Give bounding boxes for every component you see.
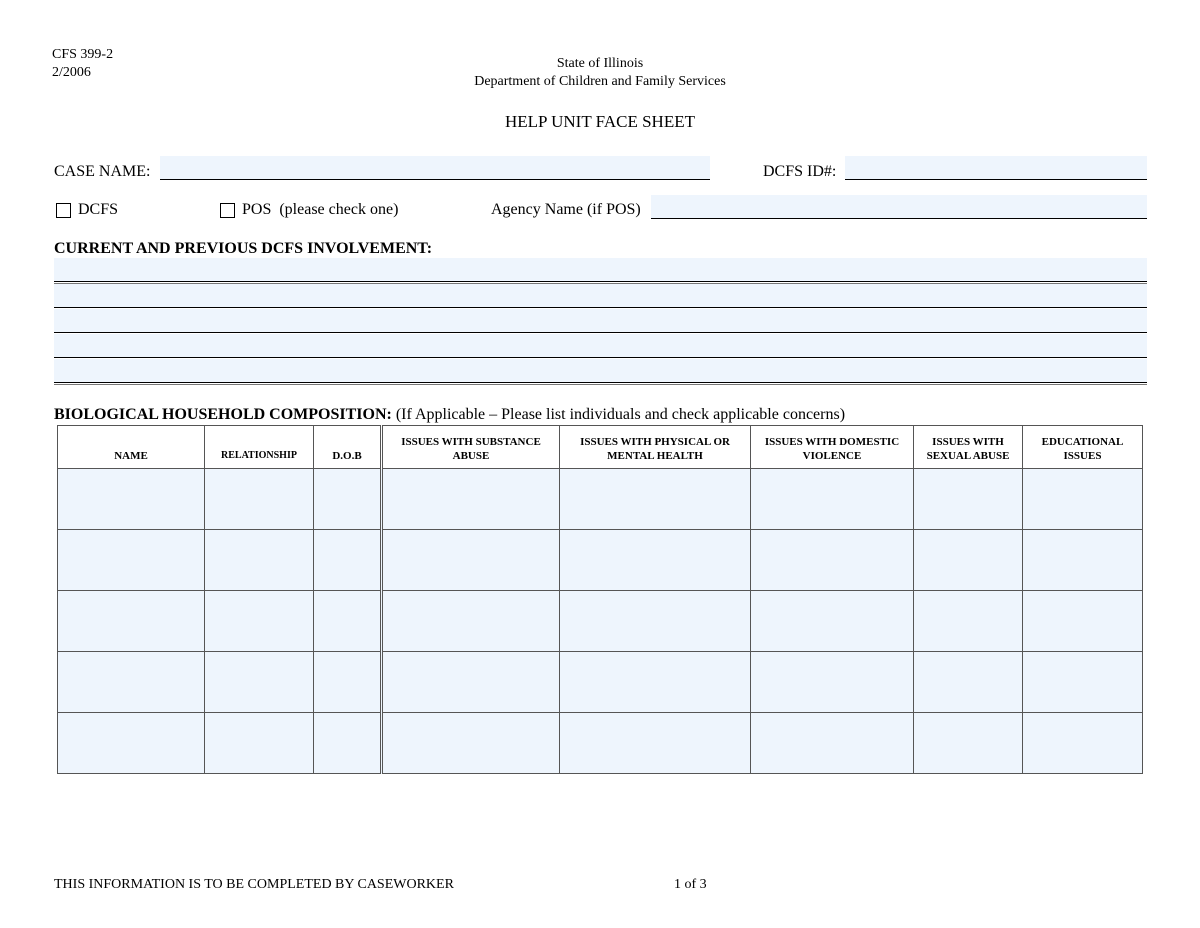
table-cell[interactable] — [314, 469, 382, 530]
agency-name-label: Agency Name (if POS) — [491, 201, 641, 218]
page-title: HELP UNIT FACE SHEET — [505, 112, 695, 131]
involvement-heading: CURRENT AND PREVIOUS DCFS INVOLVEMENT: — [54, 240, 433, 257]
table-cell[interactable] — [560, 469, 751, 530]
agency-name-input[interactable] — [651, 195, 1147, 218]
table-row — [58, 652, 1143, 713]
table-cell[interactable] — [58, 591, 205, 652]
table-cell[interactable] — [1023, 713, 1143, 774]
column-header-substance-abuse: ISSUES WITH SUBSTANCE ABUSE — [382, 426, 560, 469]
agency-name-field[interactable] — [651, 195, 1147, 219]
page-number: 1 of 3 — [674, 877, 707, 892]
table-cell[interactable] — [1023, 530, 1143, 591]
column-header-name: NAME — [58, 426, 205, 469]
table-cell[interactable] — [58, 530, 205, 591]
column-header-relationship: RELATIONSHIP — [205, 426, 314, 469]
table-cell[interactable] — [1023, 591, 1143, 652]
table-cell[interactable] — [914, 652, 1023, 713]
dcfs-id-field[interactable] — [845, 156, 1147, 180]
agency-heading — [0, 55, 1200, 91]
column-header-sexual-abuse: ISSUES WITH SEXUAL ABUSE — [914, 426, 1023, 469]
table-cell[interactable] — [205, 591, 314, 652]
involvement-line-2[interactable] — [54, 284, 1147, 308]
table-cell[interactable] — [560, 530, 751, 591]
form-date: 2/2006 — [52, 65, 91, 80]
table-cell[interactable] — [751, 530, 914, 591]
table-row — [58, 469, 1143, 530]
case-name-label: CASE NAME: — [54, 163, 151, 180]
case-name-input[interactable] — [160, 156, 710, 179]
pos-checkbox[interactable] — [220, 203, 235, 218]
household-table — [57, 425, 1143, 774]
case-name-field[interactable] — [160, 156, 710, 180]
dcfs-id-label: DCFS ID#: — [763, 163, 837, 180]
table-cell[interactable] — [382, 652, 560, 713]
table-cell[interactable] — [58, 652, 205, 713]
table-cell[interactable] — [1023, 469, 1143, 530]
table-cell[interactable] — [382, 591, 560, 652]
table-cell[interactable] — [382, 530, 560, 591]
table-cell[interactable] — [560, 652, 751, 713]
pos-option-label: POS (please check one) — [242, 201, 399, 218]
table-cell[interactable] — [382, 713, 560, 774]
column-header-physical-mental-health: ISSUES WITH PHYSICAL OR MENTAL HEALTH — [560, 426, 751, 469]
involvement-line-4[interactable] — [54, 334, 1147, 358]
state-name: State of Illinois — [556, 56, 644, 71]
table-cell[interactable] — [751, 469, 914, 530]
table-cell[interactable] — [914, 713, 1023, 774]
table-cell[interactable] — [751, 713, 914, 774]
department-name: Department of Children and Family Services — [474, 74, 726, 89]
table-cell[interactable] — [560, 591, 751, 652]
table-cell[interactable] — [382, 469, 560, 530]
table-cell[interactable] — [751, 652, 914, 713]
table-cell[interactable] — [205, 469, 314, 530]
column-header-domestic-violence: ISSUES WITH DOMESTIC VIOLENCE — [751, 426, 914, 469]
household-table-header — [58, 426, 1143, 469]
household-heading — [54, 406, 845, 424]
household-heading-text: BIOLOGICAL HOUSEHOLD COMPOSITION: — [54, 406, 392, 423]
table-cell[interactable] — [58, 713, 205, 774]
involvement-line-5[interactable] — [54, 359, 1147, 383]
table-row — [58, 713, 1143, 774]
table-cell[interactable] — [58, 469, 205, 530]
table-cell[interactable] — [914, 530, 1023, 591]
table-cell[interactable] — [560, 713, 751, 774]
table-cell[interactable] — [914, 591, 1023, 652]
dcfs-id-input[interactable] — [845, 156, 1147, 179]
table-cell[interactable] — [205, 652, 314, 713]
column-header-dob: D.O.B — [314, 426, 382, 469]
household-heading-note: (If Applicable – Please list individuals and check applicable concerns) — [395, 406, 846, 423]
dcfs-option-label: DCFS — [78, 201, 119, 218]
dcfs-checkbox[interactable] — [56, 203, 71, 218]
footer-note: THIS INFORMATION IS TO BE COMPLETED BY CASEWORKER — [54, 877, 454, 892]
table-row — [58, 591, 1143, 652]
table-cell[interactable] — [314, 530, 382, 591]
table-cell[interactable] — [314, 652, 382, 713]
table-row — [58, 530, 1143, 591]
table-cell[interactable] — [205, 530, 314, 591]
table-cell[interactable] — [914, 469, 1023, 530]
table-cell[interactable] — [1023, 652, 1143, 713]
table-cell[interactable] — [314, 713, 382, 774]
form-number: CFS 399-2 — [52, 47, 114, 62]
involvement-line-1[interactable] — [54, 258, 1147, 282]
table-cell[interactable] — [314, 591, 382, 652]
involvement-line-3[interactable] — [54, 309, 1147, 333]
column-header-educational-issues: EDUCATIONAL ISSUES — [1023, 426, 1143, 469]
table-cell[interactable] — [205, 713, 314, 774]
table-cell[interactable] — [751, 591, 914, 652]
